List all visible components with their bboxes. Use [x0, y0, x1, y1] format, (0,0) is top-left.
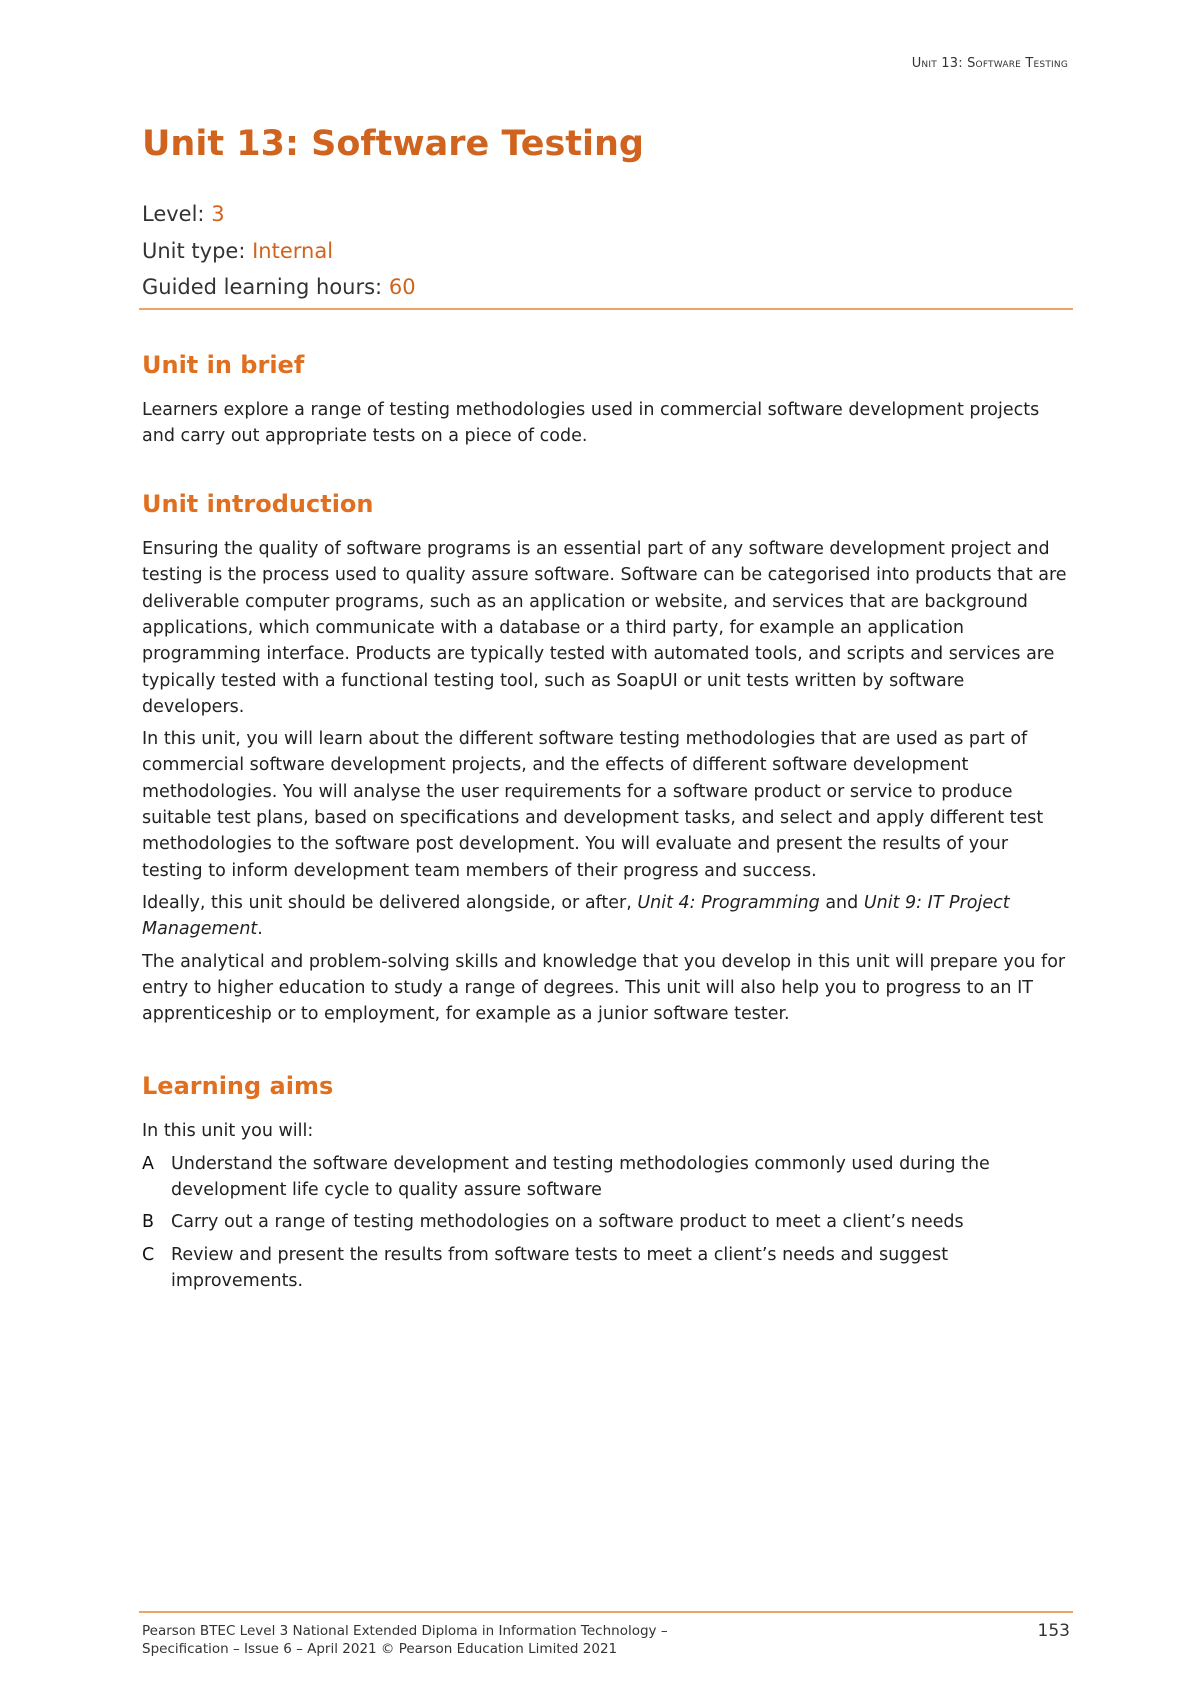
page-number: 153 — [1037, 1621, 1070, 1641]
learning-aims-list — [142, 1151, 1070, 1294]
unit-meta — [142, 196, 1070, 306]
meta-level-value: 3 — [211, 202, 225, 226]
learning-aim-a — [142, 1151, 1070, 1204]
intro-p3-end: . — [257, 919, 263, 940]
unit-9-reference: Unit 9: IT Project Management — [142, 892, 1010, 940]
intro-p3-and: and — [819, 892, 864, 913]
aim-text: Understand the software development and testing methodologies commonly used during the development life cycle to quality assure software — [171, 1153, 990, 1201]
heading-learning-aims: Learning aims — [142, 1072, 334, 1101]
learning-aims-intro: In this unit you will: — [142, 1121, 314, 1142]
meta-level-label: Level: — [142, 202, 205, 226]
footer-divider — [139, 1611, 1073, 1613]
heading-unit-in-brief: Unit in brief — [142, 350, 305, 379]
intro-p3-before: Ideally, this unit should be delivered alongside, or after, — [142, 892, 638, 913]
meta-level — [142, 196, 1070, 233]
learning-aim-b — [142, 1209, 1070, 1235]
aim-letter: A — [142, 1153, 154, 1174]
heading-unit-introduction: Unit introduction — [142, 490, 374, 519]
aim-text: Review and present the results from software tests to meet a client’s needs and suggest improvements. — [171, 1244, 949, 1291]
aim-text: Carry out a range of testing methodologies on a software product to meet a client’s needs — [171, 1212, 964, 1233]
meta-unit-type-value: Internal — [252, 238, 334, 263]
aim-letter: B — [142, 1212, 155, 1233]
running-header: Unit 13: Software Testing — [911, 56, 1068, 71]
page-content — [142, 118, 1070, 1294]
footer-line-1: Pearson BTEC Level 3 National Extended Diploma in Information Technology – — [142, 1623, 668, 1639]
meta-unit-type — [142, 233, 1070, 270]
meta-divider — [139, 308, 1073, 310]
meta-unit-type-label: Unit type: — [142, 238, 246, 263]
footer-line-2: Specification – Issue 6 – April 2021 © Pearson Education Limited 2021 — [142, 1641, 618, 1657]
intro-paragraph-3 — [142, 890, 1070, 943]
meta-glh — [142, 269, 1070, 306]
meta-glh-label: Guided learning hours: — [142, 275, 383, 299]
intro-paragraph-1: Ensuring the quality of software programs is an essential part of any software development project and testing is the process used to quality assure software. Software can be categorised into products that are deliverable computer programs, such as an application or website, and services that are background applications, which communicate with a database or a third party, for example an application programming interface. Products are typically tested with automated tools, and scripts and services are typically tested with a functional testing tool, such as SoapUI or unit tests written by software developers. — [142, 539, 1067, 717]
aim-letter: C — [142, 1244, 155, 1265]
unit-in-brief-text: Learners explore a range of testing methodologies used in commercial software development projects and carry out appropriate tests on a piece of code. — [142, 399, 1040, 446]
intro-paragraph-4: The analytical and problem-solving skills and knowledge that you develop in this unit will prepare you for entry to higher education to study a range of degrees. This unit will also help you to progress to an IT apprenticeship or to employment, for example as a junior software tester. — [142, 951, 1066, 1025]
unit-4-reference: Unit 4: Programming — [637, 892, 820, 913]
meta-glh-value: 60 — [388, 275, 416, 299]
page-footer — [142, 1622, 1070, 1658]
learning-aim-c — [142, 1242, 1070, 1295]
page-title: Unit 13: Software Testing — [142, 124, 644, 164]
intro-paragraph-2: In this unit, you will learn about the different software testing methodologies that are used as part of commercial software development projects, and the effects of different software development methodologies. You will analyse the user requirements for a software product or service to produce suitable test plans, based on specifications and development tasks, and select and apply different test methodologies to the software post development. You will evaluate and present the results of your testing to inform development team members of their progress and success. — [142, 729, 1044, 881]
